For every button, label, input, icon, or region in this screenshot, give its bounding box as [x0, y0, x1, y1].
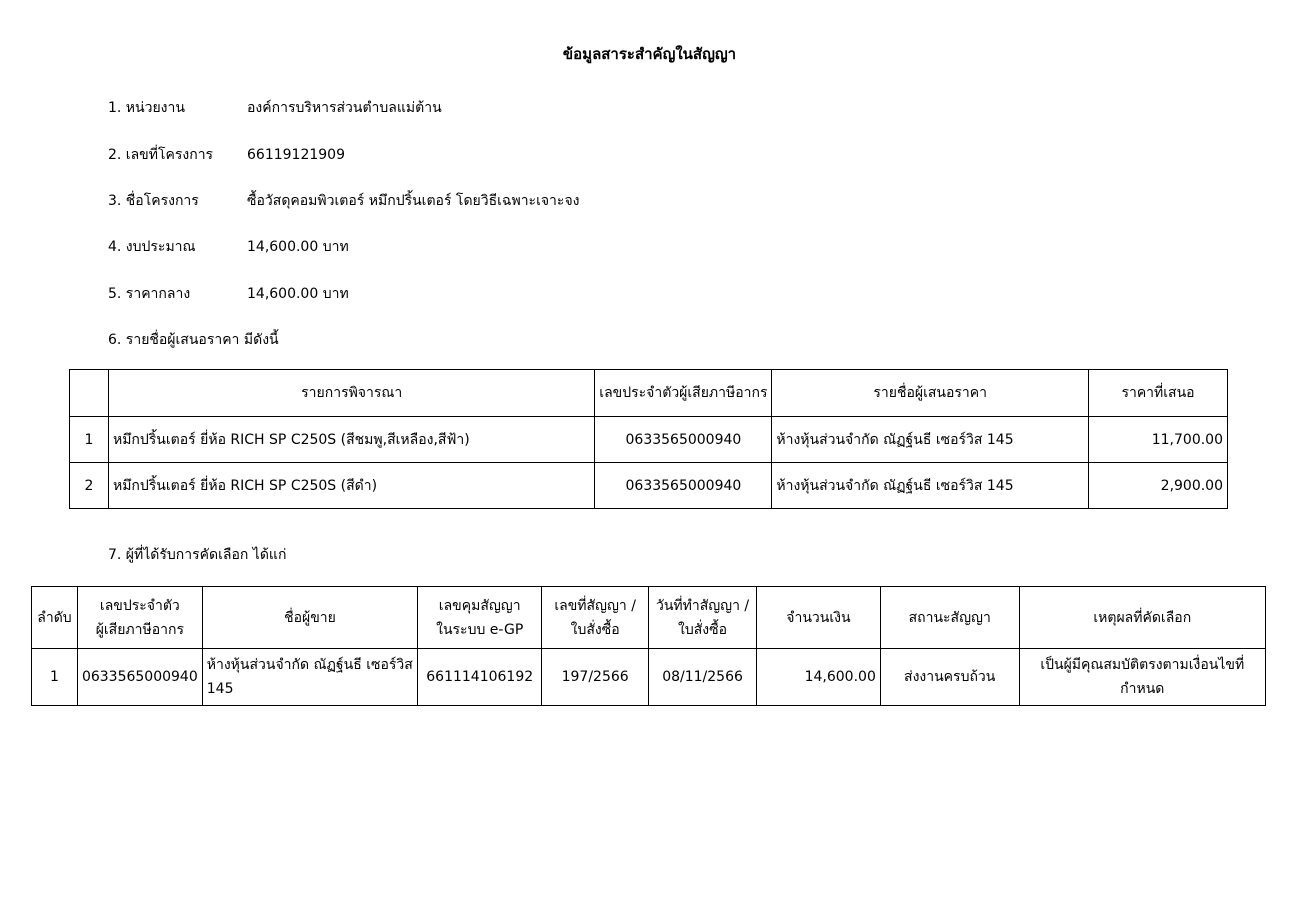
table-cell: 1 [70, 417, 109, 463]
info-label: 1. หน่วยงาน [108, 100, 185, 116]
info-value: องค์การบริหารส่วนตำบลแม่ต้าน [247, 100, 442, 116]
table-cell: 2,900.00 [1089, 463, 1228, 509]
info-value: 14,600.00 บาท [247, 286, 349, 302]
column-header: ราคาที่เสนอ [1089, 370, 1228, 417]
table-cell: 197/2566 [542, 649, 649, 706]
info-value: ซื้อวัสดุคอมพิวเตอร์ หมึกปริ้นเตอร์ โดยวิธีเฉพาะเจาะจง [247, 193, 580, 209]
info-value: 66119121909 [247, 147, 345, 163]
table-cell: 08/11/2566 [649, 649, 757, 706]
table-cell: 11,700.00 [1089, 417, 1228, 463]
column-header: สถานะสัญญา [880, 587, 1019, 649]
column-header: ลำดับ [32, 587, 78, 649]
column-header: รายชื่อผู้เสนอราคา [772, 370, 1089, 417]
info-line-project-name [108, 190, 579, 212]
table-header-row [32, 587, 1266, 649]
column-header: เหตุผลที่คัดเลือก [1019, 587, 1265, 649]
section-7-heading: 7. ผู้ที่ได้รับการคัดเลือก ได้แก่ [108, 547, 287, 563]
table-cell: 0633565000940 [77, 649, 202, 706]
info-label: 5. ราคากลาง [108, 286, 191, 302]
column-header: เลขคุมสัญญา ในระบบ e-GP [418, 587, 542, 649]
table-row [32, 649, 1266, 706]
info-line-project-number [108, 144, 345, 166]
table-cell: หมึกปริ้นเตอร์ ยี่ห้อ RICH SP C250S (สีชมพู,สีเหลือง,สีฟ้า) [108, 417, 594, 463]
column-header: เลขที่สัญญา / ใบสั่งซื้อ [542, 587, 649, 649]
table-row [70, 417, 1228, 463]
table-cell: 2 [70, 463, 109, 509]
table-cell: ห้างหุ้นส่วนจำกัด ณัฏฐ์นธี เซอร์วิส 145 [202, 649, 417, 706]
table-cell: ห้างหุ้นส่วนจำกัด ณัฏฐ์นธี เซอร์วิส 145 [772, 417, 1089, 463]
table-cell: 0633565000940 [595, 417, 772, 463]
table-cell: 1 [32, 649, 78, 706]
column-header: รายการพิจารณา [108, 370, 594, 417]
column-header: จำนวนเงิน [757, 587, 881, 649]
table-cell: 14,600.00 [757, 649, 881, 706]
info-line-reference-price [108, 283, 349, 305]
info-label: 3. ชื่อโครงการ [108, 193, 199, 209]
table-cell: หมึกปริ้นเตอร์ ยี่ห้อ RICH SP C250S (สีดำ) [108, 463, 594, 509]
table-cell: 661114106192 [418, 649, 542, 706]
info-value: 14,600.00 บาท [247, 239, 349, 255]
column-header: ชื่อผู้ขาย [202, 587, 417, 649]
table-row [70, 463, 1228, 509]
info-line-agency [108, 97, 442, 119]
column-header: วันที่ทำสัญญา / ใบสั่งซื้อ [649, 587, 757, 649]
table-cell: เป็นผู้มีคุณสมบัติตรงตามเงื่อนไขที่กำหนด [1019, 649, 1265, 706]
bidders-table [69, 369, 1228, 509]
info-line-budget [108, 236, 349, 258]
table-header-row [70, 370, 1228, 417]
table-cell: ส่งงานครบถ้วน [880, 649, 1019, 706]
column-header [70, 370, 109, 417]
column-header: เลขประจำตัว ผู้เสียภาษีอากร [77, 587, 202, 649]
document-title: ข้อมูลสาระสำคัญในสัญญา [562, 45, 737, 63]
column-header: เลขประจำตัวผู้เสียภาษีอากร [595, 370, 772, 417]
section-6-heading: 6. รายชื่อผู้เสนอราคา มีดังนี้ [108, 332, 279, 348]
winners-table [31, 586, 1266, 706]
table-cell: 0633565000940 [595, 463, 772, 509]
info-label: 2. เลขที่โครงการ [108, 147, 214, 163]
table-cell: ห้างหุ้นส่วนจำกัด ณัฏฐ์นธี เซอร์วิส 145 [772, 463, 1089, 509]
info-label: 4. งบประมาณ [108, 239, 196, 255]
